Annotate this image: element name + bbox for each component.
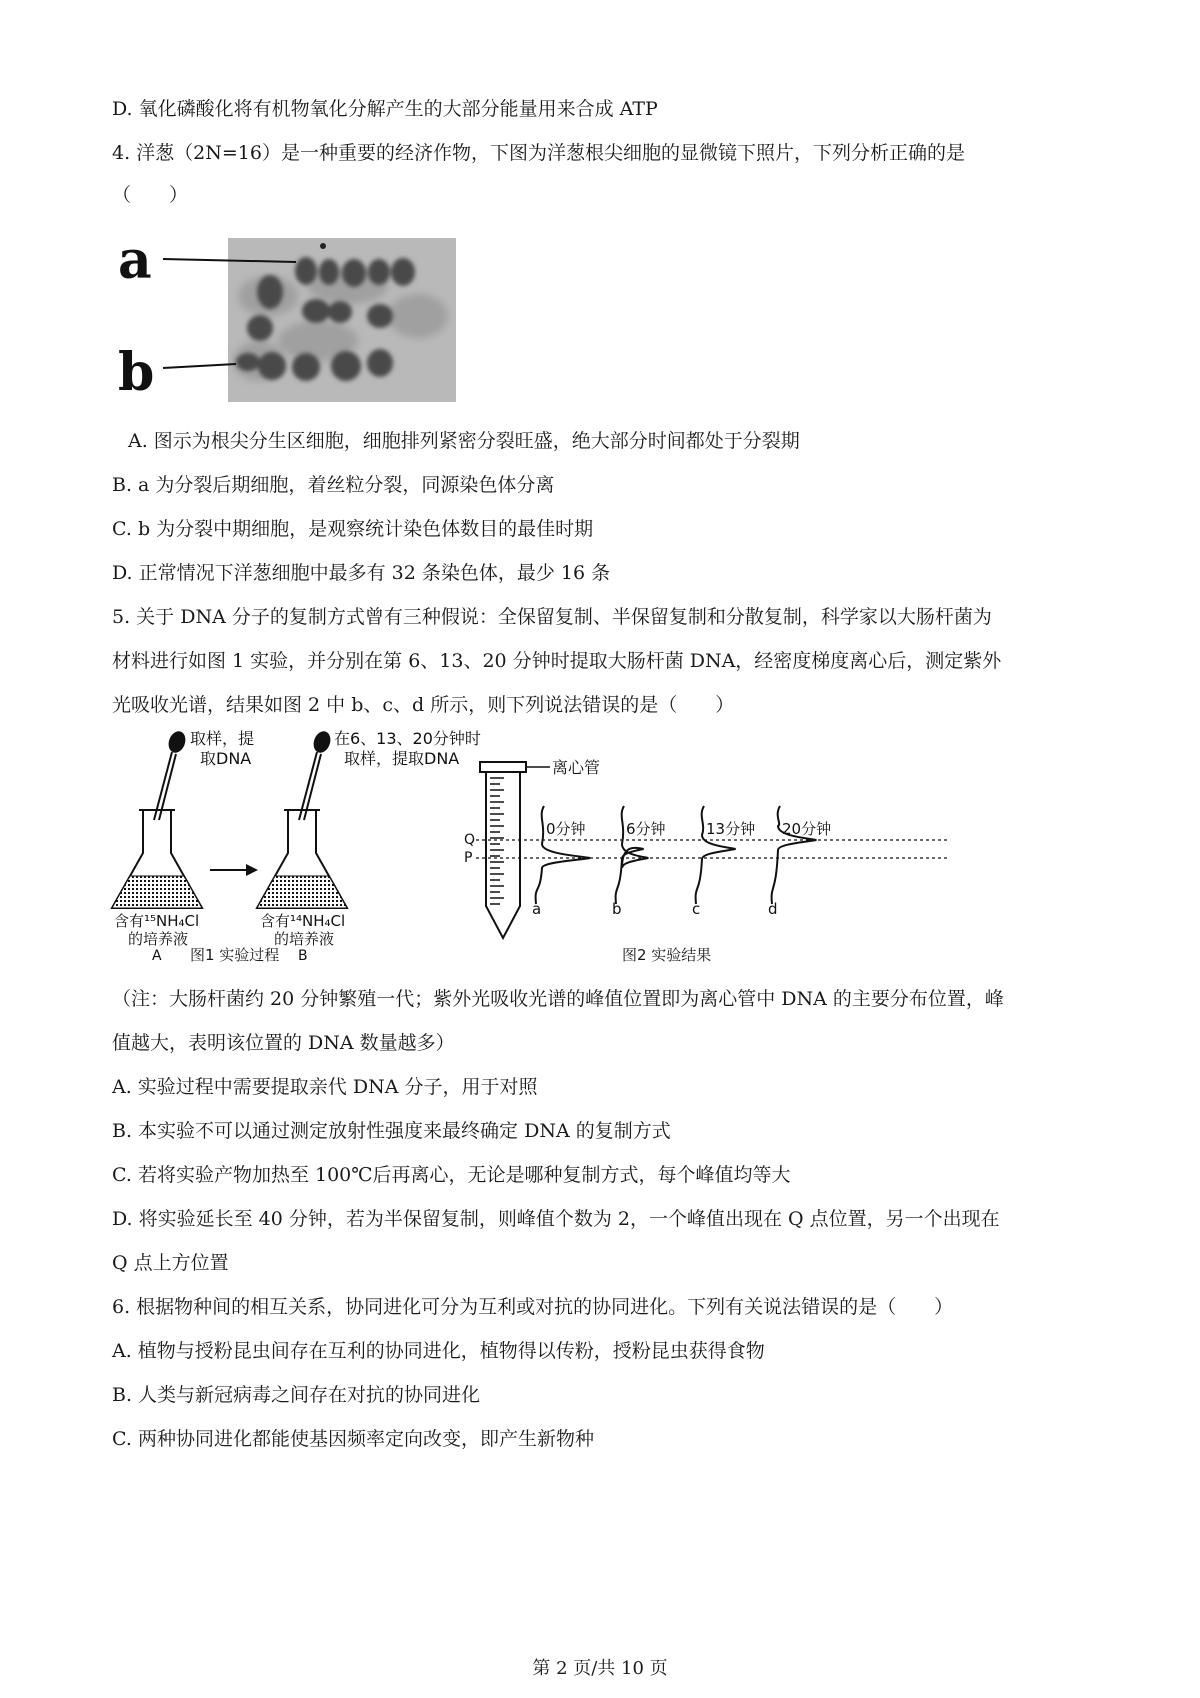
curve-letter-label: a — [532, 900, 542, 918]
flask-b-medium: 含有¹⁴NH₄Cl — [260, 912, 346, 930]
curve-time-label: 13分钟 — [706, 820, 756, 838]
page-number: 第 2 页/共 10 页 — [532, 1658, 668, 1679]
flask-b-medium-2: 的培养液 — [274, 930, 335, 948]
q3-option-d: D. 氧化磷酸化将有机物氧化分解产生的大部分能量用来合成 ATP — [112, 98, 658, 120]
flask-b — [257, 810, 347, 908]
q5-stem-line3: 光吸收光谱，结果如图 2 中 b、c、d 所示，则下列说法错误的是（ ） — [112, 694, 735, 716]
flask-a-medium: 含有¹⁵NH₄Cl — [114, 912, 200, 930]
figure-2-results — [464, 756, 950, 956]
sample-a-line1: 取样，提 — [190, 729, 255, 748]
q5-stem-line2: 材料进行如图 1 实验，并分别在第 6、13、20 分钟时提取大肠杆菌 DNA，经密度梯度离心后，测定紫外 — [112, 650, 1002, 672]
q4-option-a: A. 图示为根尖分生区细胞，细胞排列紧密分裂旺盛，绝大部分时间都处于分裂期 — [128, 430, 800, 452]
dropper-b-icon — [299, 729, 333, 820]
q4-option-c: C. b 为分裂中期细胞，是观察统计染色体数目的最佳时期 — [112, 518, 594, 540]
sample-a-line2: 取DNA — [200, 749, 252, 768]
curve-letter-label: b — [612, 900, 622, 918]
q4-paren: （ ） — [112, 184, 189, 206]
q5-option-d-line2: Q 点上方位置 — [112, 1252, 229, 1274]
q4-stem: 4. 洋葱（2N=16）是一种重要的经济作物，下图为洋葱根尖细胞的显微镜下照片，下列分析正确的是 — [112, 142, 965, 164]
q5-option-b: B. 本实验不可以通过测定放射性强度来最终确定 DNA 的复制方式 — [112, 1120, 671, 1142]
tube-label: 离心管 — [552, 758, 601, 777]
flask-b-id: B — [298, 948, 308, 964]
q4-option-d: D. 正常情况下洋葱细胞中最多有 32 条染色体，最少 16 条 — [112, 562, 611, 584]
q5-option-c: C. 若将实验产物加热至 100℃后再离心，无论是哪种复制方式，每个峰值均等大 — [112, 1164, 791, 1186]
label-b: b — [118, 342, 155, 403]
note-line2: 值越大，表明该位置的 DNA 数量越多） — [112, 1032, 455, 1054]
curve-time-label: 20分钟 — [782, 820, 832, 838]
onion-root-micrograph — [118, 230, 468, 406]
arrow-right-icon — [210, 864, 258, 876]
flask-a-id: A — [152, 948, 162, 964]
q5-option-a: A. 实验过程中需要提取亲代 DNA 分子，用于对照 — [112, 1076, 538, 1098]
note-line1: （注：大肠杆菌约 20 分钟繁殖一代；紫外光吸收光谱的峰值位置即为离心管中 DNA 的主要分布位置，峰 — [112, 988, 1004, 1010]
flask-a-medium-2: 的培养液 — [128, 930, 189, 948]
sample-b-line1: 在6、13、20分钟时 — [334, 729, 481, 748]
q-level-label: Q — [464, 832, 476, 848]
centrifuge-tube — [480, 762, 526, 938]
figure-2-caption: 图2 实验结果 — [622, 946, 712, 964]
q5-option-d-line1: D. 将实验延长至 40 分钟，若为半保留复制，则峰值个数为 2，一个峰值出现在 Q 点位置，另一个出现在 — [112, 1208, 1000, 1230]
q6-option-c: C. 两种协同进化都能使基因频率定向改变，即产生新物种 — [112, 1428, 594, 1450]
q6-option-a: A. 植物与授粉昆虫间存在互利的协同进化，植物得以传粉，授粉昆虫获得食物 — [112, 1340, 765, 1362]
curve-time-label: 6分钟 — [626, 820, 666, 838]
dropper-a-icon — [154, 729, 188, 820]
q5-stem-line1: 5. 关于 DNA 分子的复制方式曾有三种假说：全保留复制、半保留复制和分散复制，科学家以大肠杆菌为 — [112, 606, 992, 628]
curve-time-label: 0分钟 — [546, 820, 586, 838]
curve-letter-label: d — [768, 900, 778, 918]
label-a: a — [118, 230, 152, 291]
q6-option-b: B. 人类与新冠病毒之间存在对抗的协同进化 — [112, 1384, 481, 1406]
q6-stem: 6. 根据物种间的相互关系，协同进化可分为互利或对抗的协同进化。下列有关说法错误的是（ ） — [112, 1296, 954, 1318]
curve-letter-label: c — [692, 900, 701, 918]
flask-a — [112, 810, 202, 908]
figure-1-caption: 图1 实验过程 — [190, 946, 280, 964]
q4-option-b: B. a 为分裂后期细胞，着丝粒分裂，同源染色体分离 — [112, 474, 555, 496]
sample-b-line2: 取样，提取DNA — [344, 749, 460, 768]
p-level-label: P — [464, 850, 473, 866]
